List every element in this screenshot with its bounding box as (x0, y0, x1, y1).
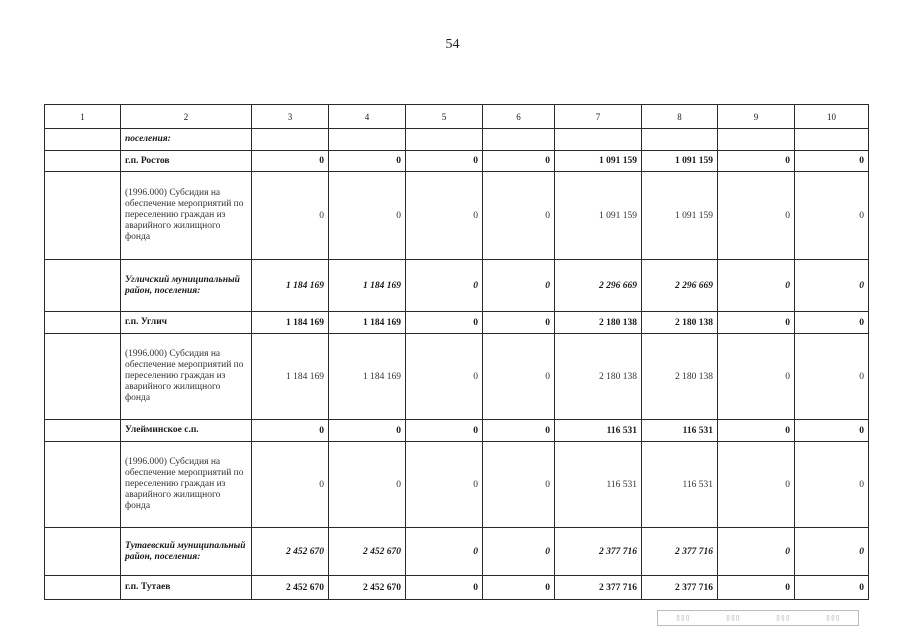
registration-stamp (657, 610, 859, 626)
recipient-name-cell: Тутаевский муниципальный район, поселения: (121, 528, 252, 576)
code-cell (45, 260, 121, 312)
district-row (45, 528, 869, 576)
amount-cell: 0 (483, 151, 555, 172)
amount-cell (642, 129, 718, 151)
recipient-name-cell: г.п. Ростов (121, 151, 252, 172)
code-cell (45, 312, 121, 334)
header-cell: 7 (555, 105, 642, 129)
amount-cell: 2 377 716 (642, 576, 718, 600)
header-cell: 1 (45, 105, 121, 129)
amount-cell: 116 531 (642, 442, 718, 528)
amount-cell: 0 (483, 260, 555, 312)
recipient-name-cell: Улейминское с.п. (121, 420, 252, 442)
amount-cell: 1 091 159 (555, 172, 642, 260)
amount-cell: 0 (718, 576, 795, 600)
amount-cell: 0 (795, 420, 869, 442)
amount-cell: 0 (252, 151, 329, 172)
amount-cell: 0 (406, 151, 483, 172)
amount-cell: 2 296 669 (642, 260, 718, 312)
recipient-name-cell: поселения: (121, 129, 252, 151)
settlement-row (45, 312, 869, 334)
amount-cell: 0 (329, 151, 406, 172)
amount-cell: 0 (483, 576, 555, 600)
recipient-name-cell: г.п. Углич (121, 312, 252, 334)
recipient-name-cell: г.п. Тутаев (121, 576, 252, 600)
budget-table (44, 104, 869, 600)
amount-cell (795, 129, 869, 151)
recipient-name-cell: (1996.000) Субсидия на обеспечение мероприятий по переселению граждан из аварийного жилищного фонда (121, 334, 252, 420)
amount-cell: 0 (795, 172, 869, 260)
amount-cell (252, 129, 329, 151)
subsidy-row (45, 172, 869, 260)
amount-cell: 116 531 (642, 420, 718, 442)
header-cell: 5 (406, 105, 483, 129)
amount-cell: 0 (718, 172, 795, 260)
amount-cell: 2 180 138 (555, 312, 642, 334)
amount-cell: 0 (406, 334, 483, 420)
code-cell (45, 576, 121, 600)
stamp-mark: ▯▯▯ (775, 614, 791, 623)
amount-cell: 1 091 159 (555, 151, 642, 172)
header-cell: 4 (329, 105, 406, 129)
amount-cell: 0 (795, 334, 869, 420)
header-row (45, 105, 869, 129)
page-number: 54 (445, 37, 460, 52)
amount-cell: 0 (795, 528, 869, 576)
amount-cell: 0 (718, 528, 795, 576)
amount-cell: 0 (795, 576, 869, 600)
amount-cell (483, 129, 555, 151)
amount-cell: 0 (795, 260, 869, 312)
amount-cell: 0 (406, 260, 483, 312)
amount-cell: 0 (252, 172, 329, 260)
amount-cell: 2 180 138 (642, 312, 718, 334)
amount-cell: 0 (406, 576, 483, 600)
header-cell: 9 (718, 105, 795, 129)
code-cell (45, 334, 121, 420)
amount-cell: 2 180 138 (642, 334, 718, 420)
recipient-name-cell: Угличский муниципальный район, поселения: (121, 260, 252, 312)
subsidy-row (45, 442, 869, 528)
settlement-row (45, 151, 869, 172)
amount-cell: 0 (795, 312, 869, 334)
amount-cell: 1 184 169 (329, 260, 406, 312)
amount-cell: 0 (483, 528, 555, 576)
amount-cell: 0 (795, 442, 869, 528)
district-row (45, 260, 869, 312)
amount-cell: 0 (329, 420, 406, 442)
amount-cell: 0 (252, 420, 329, 442)
code-cell (45, 172, 121, 260)
amount-cell: 0 (718, 442, 795, 528)
amount-cell (555, 129, 642, 151)
district-row (45, 129, 869, 151)
amount-cell: 1 184 169 (329, 312, 406, 334)
stamp-mark: ▯▯▯ (825, 614, 841, 623)
amount-cell: 0 (483, 334, 555, 420)
recipient-name-cell: (1996.000) Субсидия на обеспечение мероприятий по переселению граждан из аварийного жилищного фонда (121, 442, 252, 528)
amount-cell: 0 (718, 334, 795, 420)
amount-cell: 2 377 716 (642, 528, 718, 576)
header-cell: 10 (795, 105, 869, 129)
amount-cell: 0 (718, 151, 795, 172)
subsidy-row (45, 334, 869, 420)
amount-cell: 2 377 716 (555, 576, 642, 600)
recipient-name-cell: (1996.000) Субсидия на обеспечение мероприятий по переселению граждан из аварийного жилищного фонда (121, 172, 252, 260)
settlement-row (45, 420, 869, 442)
amount-cell: 1 184 169 (252, 312, 329, 334)
amount-cell: 1 184 169 (252, 260, 329, 312)
amount-cell: 2 452 670 (252, 528, 329, 576)
amount-cell: 0 (718, 260, 795, 312)
amount-cell: 1 184 169 (329, 334, 406, 420)
amount-cell: 0 (483, 312, 555, 334)
amount-cell: 0 (329, 442, 406, 528)
amount-cell: 0 (483, 442, 555, 528)
code-cell (45, 442, 121, 528)
amount-cell: 2 452 670 (329, 576, 406, 600)
amount-cell: 2 296 669 (555, 260, 642, 312)
amount-cell: 0 (406, 172, 483, 260)
amount-cell: 0 (718, 420, 795, 442)
amount-cell: 116 531 (555, 420, 642, 442)
amount-cell: 0 (406, 528, 483, 576)
code-cell (45, 129, 121, 151)
code-cell (45, 528, 121, 576)
header-cell: 2 (121, 105, 252, 129)
header-cell: 8 (642, 105, 718, 129)
amount-cell: 0 (795, 151, 869, 172)
stamp-mark: ▯▯▯ (725, 614, 741, 623)
code-cell (45, 420, 121, 442)
amount-cell (329, 129, 406, 151)
header-cell: 3 (252, 105, 329, 129)
amount-cell: 0 (406, 312, 483, 334)
amount-cell: 0 (406, 420, 483, 442)
amount-cell: 2 377 716 (555, 528, 642, 576)
settlement-row (45, 576, 869, 600)
amount-cell: 2 180 138 (555, 334, 642, 420)
amount-cell: 1 184 169 (252, 334, 329, 420)
amount-cell: 0 (252, 442, 329, 528)
amount-cell: 1 091 159 (642, 172, 718, 260)
amount-cell: 1 091 159 (642, 151, 718, 172)
header-cell: 6 (483, 105, 555, 129)
amount-cell: 2 452 670 (329, 528, 406, 576)
amount-cell (718, 129, 795, 151)
amount-cell (406, 129, 483, 151)
amount-cell: 0 (483, 172, 555, 260)
amount-cell: 0 (406, 442, 483, 528)
amount-cell: 2 452 670 (252, 576, 329, 600)
stamp-mark: ▯▯▯ (675, 614, 691, 623)
code-cell (45, 151, 121, 172)
amount-cell: 116 531 (555, 442, 642, 528)
amount-cell: 0 (329, 172, 406, 260)
amount-cell: 0 (483, 420, 555, 442)
amount-cell: 0 (718, 312, 795, 334)
